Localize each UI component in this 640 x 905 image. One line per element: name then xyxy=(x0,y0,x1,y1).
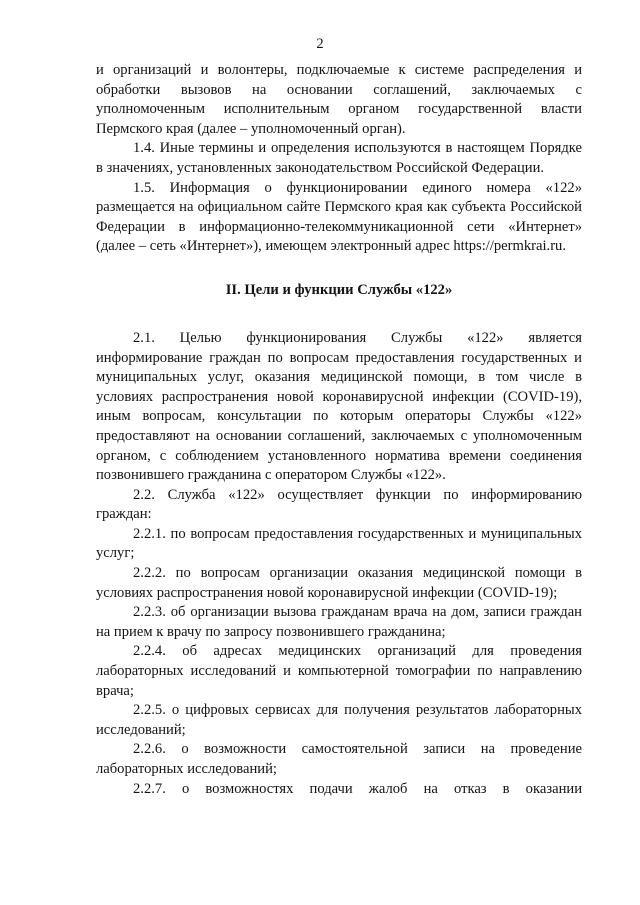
paragraph-continuation: и организаций и волонтеры, подключаемые к системе распределения и обработки вызовов на основании соглашений, заключаемых с уполномоченным исполнительным органом государственной власти Пермского края (далее – уполномоченный орган). xyxy=(96,62,582,137)
section-heading: II. Цели и функции Службы «122» xyxy=(225,281,453,298)
paragraph-2-2-5: 2.2.5. о цифровых сервисах для получения результатов лабораторных исследований; xyxy=(96,702,582,738)
paragraph-2-2: 2.2. Служба «122» осуществляет функции по информированию граждан: xyxy=(96,486,582,523)
paragraph-1-5: 1.5. Информация о функционировании единого номера «122» размещается на официальном сайте Пермского края как субъекта Российской Федерации в информационно-телекоммуникационной сети «Интернет» (далее – сеть «Интернет»), имеющем электронный адрес https://permkrai.ru. xyxy=(96,179,582,255)
paragraph-2-2-2: 2.2.2. по вопросам организации оказания медицинской помощи в условиях распространения новой коронавирусной инфекции (COVID-19); xyxy=(96,565,582,601)
paragraph-2-2-4: 2.2.4. об адресах медицинских организаций для проведения лабораторных исследований и компьютерной томографии по направлению врача; xyxy=(96,643,582,699)
paragraph-2-2-6: 2.2.6. о возможности самостоятельной записи на проведение лабораторных исследований; xyxy=(96,741,582,777)
paragraph-2-2-7: 2.2.7. о возможностях подачи жалоб на отказ в оказании xyxy=(133,780,582,797)
paragraph-2-2-3: 2.2.3. об организации вызова гражданам врача на дом, записи граждан на прием к врачу по запросу позвонившего гражданина; xyxy=(96,604,582,640)
paragraph-2-2-1: 2.2.1. по вопросам предоставления государственных и муниципальных услуг; xyxy=(96,525,582,562)
document-body xyxy=(96,61,582,799)
paragraph-2-1: 2.1. Целью функционирования Службы «122» является информирование граждан по вопросам предоставления государственных и муниципальных услуг, оказания медицинской помощи, в том числе в условиях распространения новой коронавирусной инфекции (COVID-19), иным вопросам, консультации по которым операторы Службы «122» предоставляют на основании соглашений, заключаемых с уполномоченным органом, с соблюдением установленного норматива времени соединения позвонившего гражданина с оператором Службы «122». xyxy=(96,329,582,484)
page-number: 2 xyxy=(316,36,324,52)
paragraph-1-4: 1.4. Иные термины и определения используются в настоящем Порядке в значениях, установленных законодательством Российской Федерации. xyxy=(96,140,582,176)
